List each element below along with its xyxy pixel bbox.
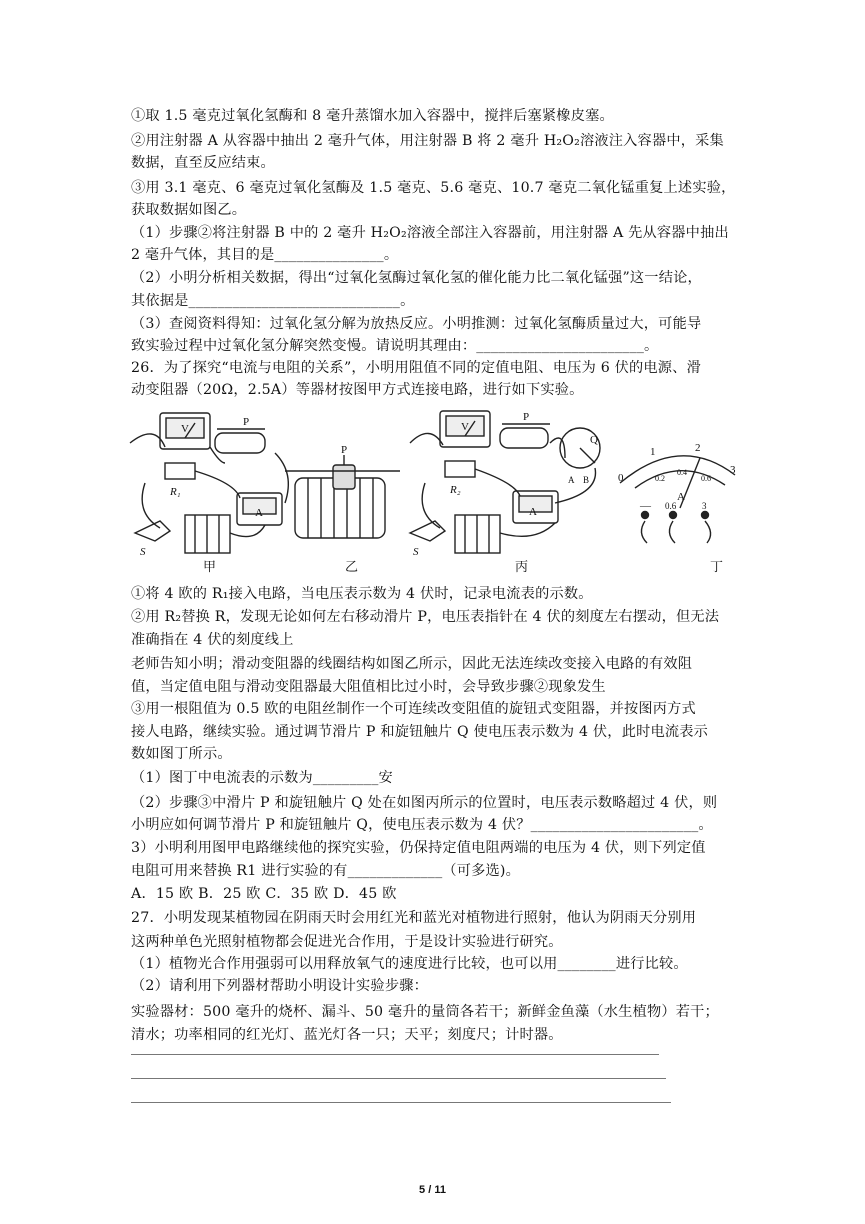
text-line: （1）步骤②将注射器 B 中的 2 毫升 H₂O₂溶液全部注入容器前，用注射器 A 先从容器中抽出 xyxy=(131,225,729,241)
slider-label-yi: P xyxy=(341,444,348,456)
r1-label: R₁ xyxy=(170,486,181,498)
text-line: 这两种单色光照射植物都会促进光合作用，于是设计实验进行研究。 xyxy=(131,934,563,950)
slider-label-jia: P xyxy=(243,416,250,428)
rheostat-coil-yi xyxy=(285,455,400,538)
text-line: 其依据是_____________________________。 xyxy=(131,293,415,309)
caption-yi: 乙 xyxy=(345,560,359,575)
switch-label-jia: S xyxy=(140,546,146,558)
text-line: 小明应如何调节滑片 P 和旋钮触片 Q，使电压表示数为 4 伏？_______________________。 xyxy=(131,817,713,833)
text-line: （1）植物光合作用强弱可以用释放氧气的速度进行比较，也可以用________进行比较。 xyxy=(131,956,688,972)
scale-top-1: 1 xyxy=(650,446,656,458)
text-line: 接人电路，继续实验。通过调节滑片 P 和旋钮触片 Q 使电压表示数为 4 伏，此时电流表示 xyxy=(131,724,709,740)
scale-top-0: 0 xyxy=(618,472,624,484)
text-line: ②用 R₂替换 R，发现无论如何左右移动滑片 P，电压表指针在 4 伏的刻度左右摆动，但无法 xyxy=(131,609,720,625)
terminal-neg: — xyxy=(640,500,651,512)
text-line: 准确指在 4 伏的刻度线上 xyxy=(131,632,294,648)
scale-bottom-2: 0.4 xyxy=(677,468,687,477)
text-line: ③用 3.1 毫克、6 毫克过氧化氢酶及 1.5 毫克、5.6 毫克、10.7 毫克二氧化锰重复上述实验， xyxy=(131,180,736,196)
text-line: 清水；功率相同的红光灯、蓝光灯各一只；天平；刻度尺；计时器。 xyxy=(131,1027,563,1043)
knob-label: Q xyxy=(590,434,598,446)
text-line: 实验器材：500 毫升的烧杯、漏斗、50 毫升的量筒各若干；新鲜金鱼藻（水生植物）若干； xyxy=(131,1004,719,1020)
circuit-jia xyxy=(130,413,288,553)
text-line: 2 毫升气体，其目的是_______________。 xyxy=(131,247,399,263)
answer-line-1[interactable] xyxy=(131,1054,659,1055)
caption-bing: 丙 xyxy=(515,560,529,575)
slider-label-bing: P xyxy=(523,411,530,423)
switch-label-bing: S xyxy=(413,546,419,558)
scale-bottom-1: 0.2 xyxy=(655,474,665,483)
caption-ding: 丁 xyxy=(710,560,724,575)
answer-line-3[interactable] xyxy=(131,1102,671,1103)
text-line: 致实验过程中过氧化氢分解突然变慢。请说明其理由：_______________________。 xyxy=(131,338,659,354)
scale-top-2: 2 xyxy=(695,442,701,454)
text-line: （2）小明分析相关数据，得出“过氧化氢酶过氧化氢的催化能力比二氧化锰强”这一结论， xyxy=(131,270,702,286)
caption-jia: 甲 xyxy=(203,560,217,575)
text-line: A．15 欧 B．25 欧 C．35 欧 D．45 欧 xyxy=(131,886,397,902)
r2-label: R₂ xyxy=(450,484,461,496)
terminal-3: 3 xyxy=(702,501,707,511)
text-line: （3）查阅资料得知：过氧化氢分解为放热反应。小明推测：过氧化氢酶质量过大，可能导 xyxy=(131,316,702,332)
text-line: 26．为了探究“电流与电阻的关系”，小明用阻值不同的定值电阻、电压为 6 伏的电源、滑 xyxy=(131,360,701,376)
ammeter-label-bing: A xyxy=(529,506,537,518)
page-number: 5 / 11 xyxy=(419,1184,446,1196)
text-line: ③用一根阻值为 0.5 欧的电阻丝制作一个可连续改变阻值的旋钮式变阻器，并按图丙方式 xyxy=(131,701,696,717)
text-line: 3）小明利用图甲电路继续他的探究实验，仍保持定值电阻两端的电压为 4 伏，则下列定值 xyxy=(131,840,706,856)
answer-line-2[interactable] xyxy=(131,1078,666,1079)
text-line: 获取数据如图乙。 xyxy=(131,202,247,218)
ammeter-label-jia: A xyxy=(255,507,263,519)
terminal-06: 0.6 xyxy=(665,501,677,511)
voltmeter-label-jia: V xyxy=(181,423,189,435)
text-line: ②用注射器 A 从容器中抽出 2 毫升气体，用注射器 B 将 2 毫升 H₂O₂溶液注入容器中，采集 xyxy=(131,133,724,149)
meter-unit: A xyxy=(677,491,685,503)
text-line: 老师告知小明；滑动变阻器的线圈结构如图乙所示，因此无法连续改变接入电路的有效阻 xyxy=(131,656,693,672)
text-line: 数如图丁所示。 xyxy=(131,746,232,762)
text-line: ①取 1.5 毫克过氧化氢酶和 8 毫升蒸馏水加入容器中，搅拌后塞紧橡皮塞。 xyxy=(131,108,614,124)
terminal-b-label: B xyxy=(583,475,590,485)
scale-top-3: 3 xyxy=(730,464,736,476)
text-line: 电阻可用来替换 R1 进行实验的有_____________（可多选)。 xyxy=(131,863,521,879)
text-line: （1）图丁中电流表的示数为_________安 xyxy=(131,770,393,786)
scale-bottom-3: 0.6 xyxy=(701,474,711,483)
text-line: 动变阻器（20Ω，2.5A）等器材按图甲方式连接电路，进行如下实验。 xyxy=(131,382,584,398)
text-line: 值，当定值电阻与滑动变阻器最大阻值相比过小时，会导致步骤②现象发生 xyxy=(131,679,606,695)
text-line: 27．小明发现某植物园在阴雨天时会用红光和蓝光对植物进行照射，他认为阴雨天分别用 xyxy=(131,910,697,926)
terminal-a-label: A xyxy=(568,475,575,485)
voltmeter-label-bing: V xyxy=(461,421,469,433)
text-line: （2）步骤③中滑片 P 和旋钮触片 Q 处在如图丙所示的位置时，电压表示数略超过 4 伏，则 xyxy=(131,795,718,811)
circuit-figure xyxy=(125,403,745,573)
text-line: ①将 4 欧的 R₁接入电路，当电压表示数为 4 伏时，记录电流表的示数。 xyxy=(131,586,593,602)
text-line: 数据，直至反应结束。 xyxy=(131,155,275,171)
text-line: （2）请利用下列器材帮助小明设计实验步骤： xyxy=(131,978,428,994)
